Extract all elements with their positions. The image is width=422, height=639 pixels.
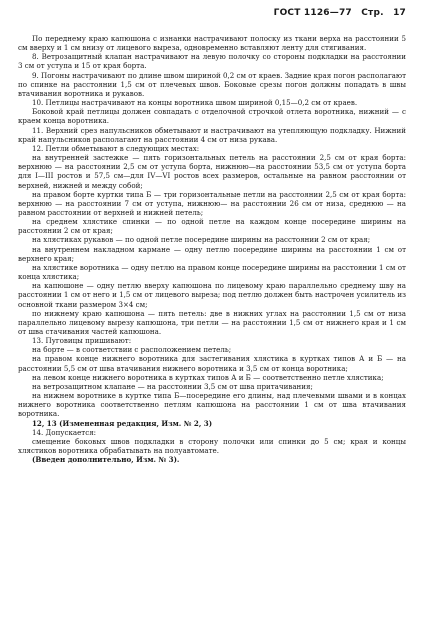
paragraph: на капюшоне — одну петлю вверху капюшона по лицевому краю параллельно среднему шву на расстоянии 1 см от него и 1,5 см от лицевого выреза; под петлю должен быть настрочен усилитель из основной ткани размером 3×4 см; — [18, 281, 406, 309]
paragraph: на хлястиках рукавов — по одной петле посередине ширины на расстоянии 2 см от края; — [32, 235, 371, 245]
paragraph: на внутреннем накладном кармане — одну петлю посередине ширины на расстоянии 1 см от верхнего края; — [18, 244, 406, 263]
page-label: Стр. — [361, 8, 384, 18]
paragraph: на борте — в соответствии с расположением петель; — [32, 345, 232, 355]
paragraph: 10. Петлицы настрачивают на концы воротника швом шириной 0,15—0,2 см от краев. — [32, 98, 358, 108]
paragraph: 13. Пуговицы пришивают: — [32, 336, 132, 346]
paragraph: 14. Допускается: — [32, 427, 97, 437]
page-header — [268, 8, 406, 18]
paragraph: на хлястике воротника — одну петлю на правом конце посередине ширины на расстоянии 1 см от конца хлястика; — [18, 262, 406, 282]
paragraph: на среднем хлястике спинки — по одной петле на каждом конце посередине ширины на расстоянии 2 см от края; — [18, 217, 406, 236]
page-number: 17 — [393, 8, 406, 18]
paragraph: на правом конце нижнего воротника для застегивания хлястика в куртках типов А и Б — на расстоянии 5,5 см от шва втачивания нижнего воротника и 3,5 см от конца воротника; — [18, 354, 406, 373]
paragraph: 8. Ветрозащитный клапан настрачивают на левую полочку со стороны подкладки на расстоянии 3 см от уступа и 15 от края борта. — [18, 52, 406, 71]
document-body — [18, 34, 406, 464]
paragraph: (Введен дополнительно, Изм. № 3). — [32, 455, 180, 465]
paragraph: на ветрозащитном клапане — на расстоянии 3,5 см от шва притачивания; — [32, 381, 313, 391]
paragraph: Боковой край петлицы должен совпадать с отделочной строчкой отлета воротника, нижний — с краем конца воротника. — [18, 107, 406, 126]
paragraph: на нижнем воротнике в куртке типа Б—посередине его длины, над плечевыми швами и в концах нижнего воротника соответственно петлям капюшона на расстоянии 1 см от шва втачивания воротника. — [18, 391, 406, 419]
standard-number: ГОСТ 1126—77 — [273, 8, 352, 18]
paragraph: 12, 13 (Измененная редакция, Изм. № 2, 3) — [32, 418, 213, 428]
paragraph: по нижнему краю капюшона — пять петель: две в нижних углах на расстоянии 1,5 см от низа параллельно лицевому вырезу капюшона, три петли — на расстоянии 1,5 см от нижнего края и 1 см от шва стачивания частей капюшона. — [18, 308, 406, 336]
paragraph: По переднему краю капюшона с изнанки настрачивают полоску из ткани верха на расстоянии 5 см вверху и 1 см внизу от лицевого выреза, одновременно вставляют ленту для стягивания. — [18, 34, 406, 53]
paragraph: на правом борте куртки типа Б — три горизонтальные петли на расстоянии 2,5 см от края борта: верхнюю — на расстоянии 7 см от уступа, нижнюю— на расстоянии 26 см от низа, среднюю — на равном расстоянии от верхней и нижней петель; — [18, 189, 406, 217]
paragraph: 11. Верхний срез напульсников обметывают и настрачивают на утепляющую подкладку. Нижний край напульсников располагают на расстоянии 4 см от низа рукава. — [18, 125, 406, 144]
paragraph: смещение боковых швов подкладки в сторону полочки или спинки до 5 см; края и концы хлястиков воротника обрабатывать на полуавтомате. — [18, 436, 406, 456]
paragraph: на левом конце нижнего воротника в куртках типов А и Б — соответственно петле хлястика; — [32, 372, 384, 382]
paragraph: 12. Петли обметывают в следующих местах: — [32, 143, 200, 153]
paragraph: 9. Погоны настрачивают по длине швом шириной 0,2 см от краев. Задние края погон располагают по спинке на расстоянии 1,5 см от плечевых швов. Боковые срезы погон должны попадать в швы втачивания воротника и рукавов. — [18, 70, 406, 98]
paragraph: на внутренней застежке — пять горизонтальных петель на расстоянии 2,5 см от края борта: верхнюю — на расстоянии 2,5 см от уступа борта, нижнюю—на расстоянии 53,5 см от уступа борта для I—III ростов и 57,5 см—для IV—VI ростов всех размеров, остальные на равном расстоянии от верхней, нижней и между собой; — [18, 153, 406, 190]
